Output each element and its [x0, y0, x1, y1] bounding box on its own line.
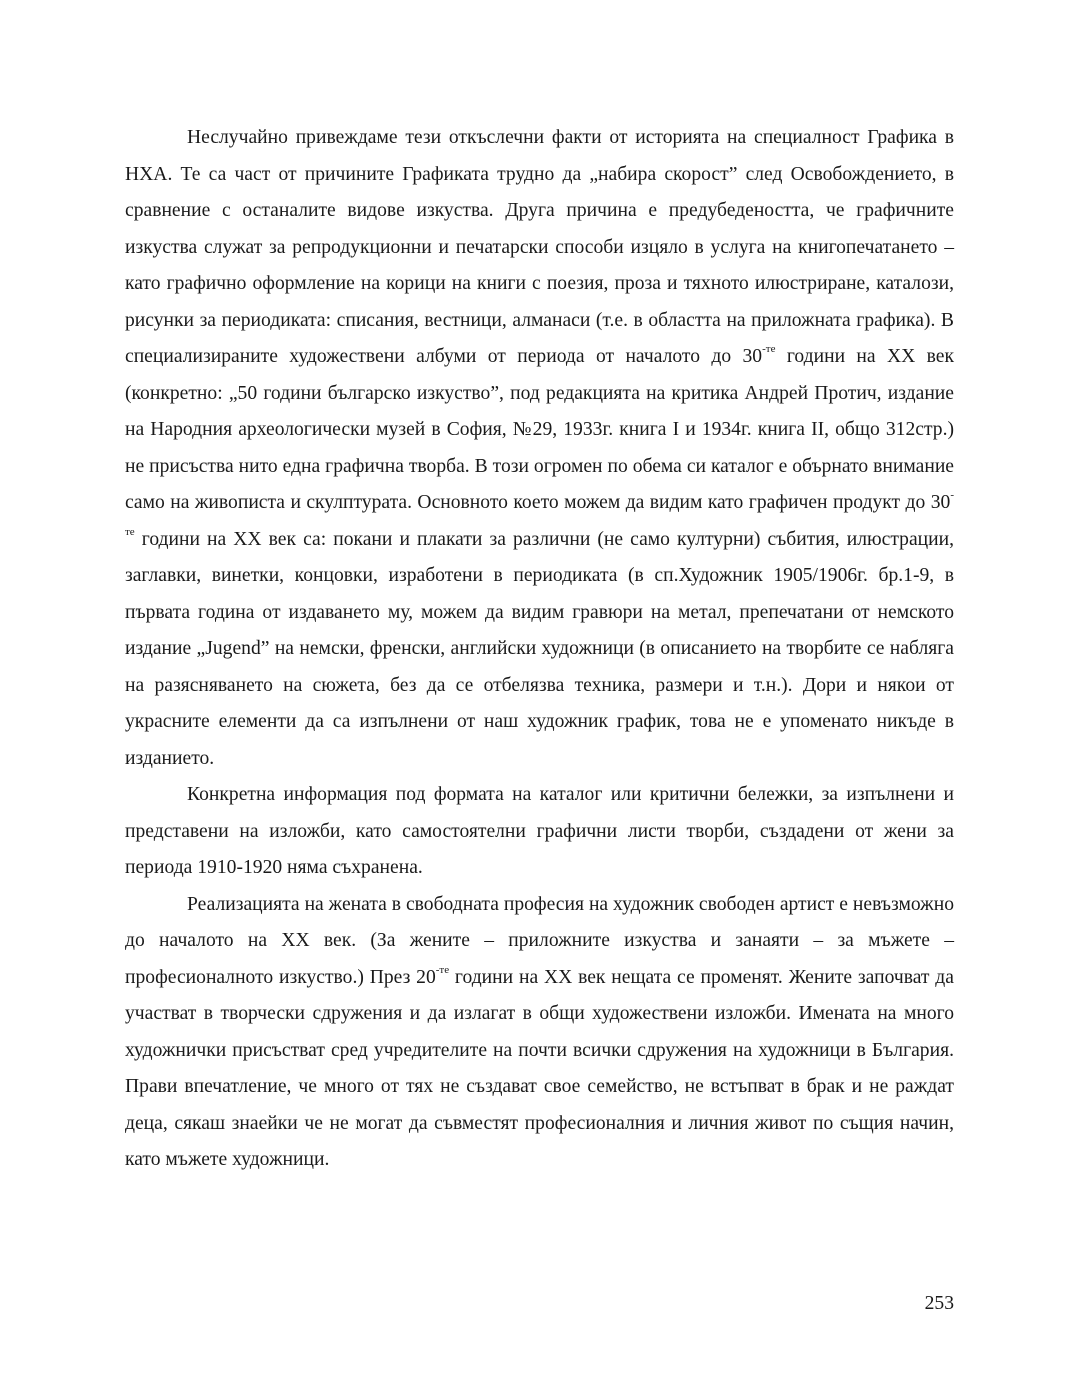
paragraph-3-text-1: Реализацията на жената в свободната професия на художник свободен артист е невъзможно до началото на XX век. (За жените – приложните изкуства и занаяти – за мъжете – професионалното изкуство.) През 20 [125, 893, 954, 988]
paragraph-1-text-3: години на XX век са: покани и плакати за различни (не само културни) събития, илюстрации, заглавки, винетки, концовки, изработени в периодиката (в сп.Художник 1905/1906г. бр.1-9, в първата година от издаването му, можем да видим гравюри на метал, препечатани от немското издание „Jugend” на немски, френски, английски художници (в описанието на творбите се набляга на разясняването на сюжета, без да се отбелязва техника, размери и т.н.). Дори и някои от украсните елементи да са изпълнени от наш художник график, това не е упоменато никъде в изданието. [125, 528, 954, 769]
paragraph-3-text-2: години на XX век нещата се променят. Жените започват да участват в творчески сдружения и да излагат в общи художествени изложби. Имената на много художнички присъстват сред учредителите на почти всички сдружения на художници в България. Прави впечатление, че много от тях не създават свое семейство, не встъпват в брак и не раждат деца, сякаш знаейки че не могат да съвместят професионалния и личния живот по същия начин, като мъжете художници. [125, 966, 954, 1170]
page-number: 253 [924, 1293, 954, 1314]
superscript-te: -те [435, 963, 450, 976]
superscript-te: -те [762, 343, 776, 356]
paragraph-1-text-1: Неслучайно привеждаме тези откъслечни факти от историята на специалност Графика в НХА. Те са част от причините Графиката трудно да „набира скорост” след Освобождението, в сравнение с останалите видове изкуства. Друга причина е предубедеността, че графичните изкуства служат за репродукционни и печатарски способи изцяло в услуга на книгопечатането – като графично оформление на корици на книги с поезия, проза и тяхното илюстриране, каталози, рисунки за периодиката: списания, вестници, алманаси (т.е. в областта на приложната графика). В специализираните художествени албуми от периода от началото до 30 [125, 127, 954, 367]
paragraph-1-text-2: години на XX век (конкретно: „50 години българско изкуство”, под редакцията на критика Андрей Протич, издание на Народния археологически музей в София, №29, 1933г. книга I и 1934г. книга II, общо 312стр.) не присъства нито една графична творба. В този огромен по обема си каталог е обърнато внимание само на живописта и скулптурата. Основното което можем да видим като графичен продукт до 30 [125, 346, 955, 513]
document-page [125, 120, 954, 1179]
paragraph-2-text-1: Конкретна информация под формата на каталог или критични бележки, за изпълнени и представени на изложби, като самостоятелни графични листи творби, създадени от жени за периода 1910-1920 няма съхранена. [125, 784, 954, 878]
paragraph-3 [125, 887, 954, 1179]
superscript-te: -те [125, 489, 954, 538]
paragraph-1 [125, 120, 954, 777]
paragraph-2 [125, 777, 954, 887]
